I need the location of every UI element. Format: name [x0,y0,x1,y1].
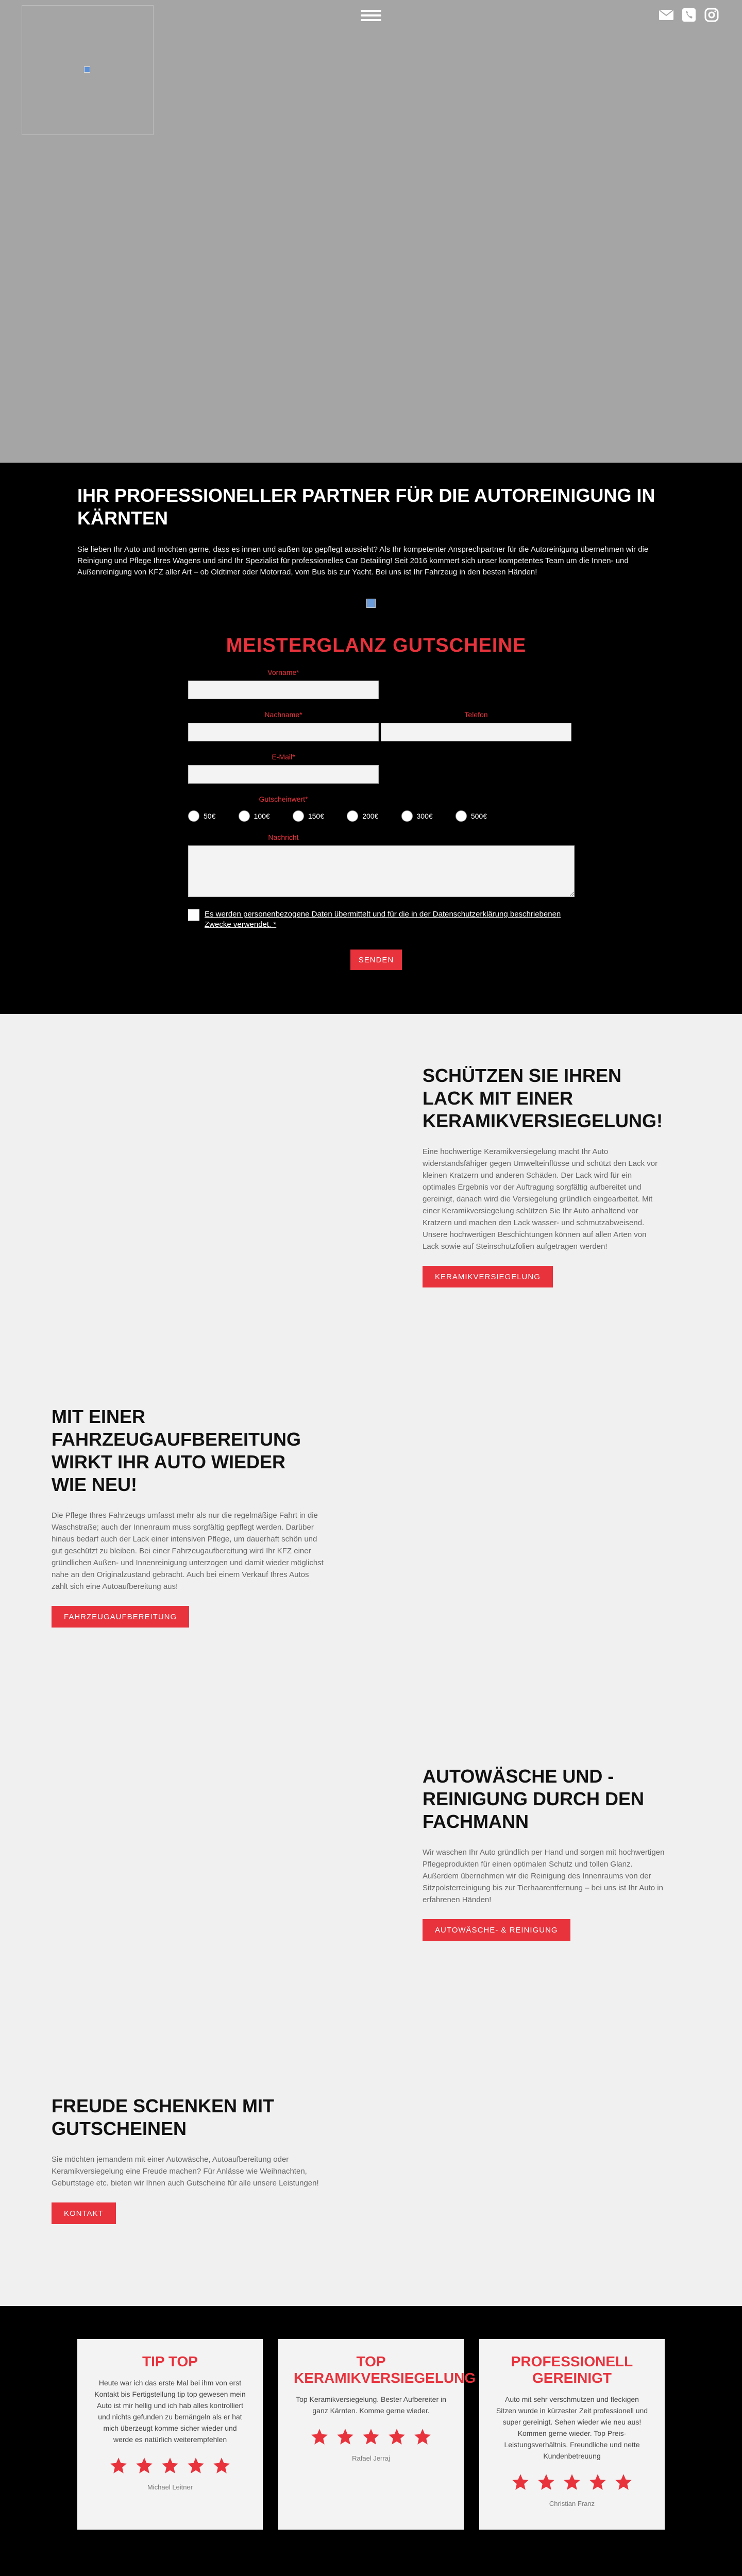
star-icon [413,2428,432,2446]
reviews-section [0,2306,742,2576]
voucher-radio-150[interactable]: 150€ [293,810,324,822]
feature-text: Eine hochwertige Keramikversiegelung macht Ihr Auto widerstandsfähiger gegen Umwelteinflüsse und schützt den Lack vor kleinen Kratzern und anderen Schäden. Der Lack wird für ein optimales Ergebnis vor der Auftragung sorgfältig aufbereitet und gereinigt, danach wird die Versiegelung gründlich eingearbeitet. Mit einer Keramikversiegelung schützen Sie Ihr Auto anhaltend vor Kratzern und machen den Lack wasser- und schmutzabweisend. Unsere hochwertigen Beschichtungen können auf allen Arten von Lack sowie auf Steinschutzfolien aufgetragen werden! [423,1147,658,1251]
email-input[interactable] [188,765,379,784]
feature-gutscheine [52,2095,319,2224]
star-icon [109,2456,128,2475]
header-contact-icons [657,6,720,24]
nachricht-textarea[interactable] [188,845,575,897]
form-title: MEISTERGLANZ GUTSCHEINE [226,635,527,656]
review-text: Auto mit sehr verschmutzen und fleckigen Sitzen wurde in kürzester Zeit professionell und super gereinigt. Sehen wieder wie neu aus! Kommen gerne wieder. Top Preis-Leistungsverhältnis. Freundliche und nette Kundenbetreuung [496,2395,648,2460]
review-card [278,2339,476,2530]
feature-text: Sie möchten jemandem mit einer Autowäsche, Autoaufbereitung oder Keramikversiegelung eine Freude machen? Für Anlässe wie Weihnachten, Geburtstage etc. bieten wir Ihnen auch Gutscheine für alle unsere Leistungen! [52,2155,319,2188]
star-icon [135,2456,154,2475]
image-placeholder-icon [84,66,90,73]
aufbereitung-button[interactable]: FAHRZEUGAUFBEREITUNG [52,1606,189,1628]
kontakt-button[interactable]: KONTAKT [52,2202,116,2224]
nachname-input[interactable] [188,723,379,741]
feature-aufbereitung [52,1405,325,1628]
star-icon [537,2473,555,2492]
review-author: Rafael Jerraj [352,2454,390,2462]
feature-title: MIT EINER FAHRZEUGAUFBEREITUNG WIRKT IHR AUTO WIEDER WIE NEU! [52,1406,301,1495]
logo[interactable] [22,5,154,135]
star-icon [161,2456,179,2475]
intro-section [0,463,742,1014]
star-icon [387,2428,406,2446]
review-title: TIP TOP [142,2353,198,2369]
star-icon [588,2473,607,2492]
feature-title: FREUDE SCHENKEN MIT GUTSCHEINEN [52,2095,275,2139]
review-title: PROFESSIONELL GEREINIGT [511,2353,633,2386]
instagram-icon[interactable] [703,6,720,24]
review-title: TOP KERAMIKVERSIEGELUNG [294,2353,476,2386]
email-label: E-Mail* [272,753,295,761]
star-icon [563,2473,581,2492]
consent-row [188,909,564,930]
star-icon [187,2456,205,2475]
feature-autowaesche [423,1765,665,1941]
star-rating [93,2456,247,2475]
consent-text[interactable]: Es werden personenbezogene Daten übermittelt und für die in der Datenschutzerklärung beschriebenen Zwecke verwendet. * [205,910,561,929]
feature-text: Wir waschen Ihr Auto gründlich per Hand und sorgen mit hochwertigen Pflegeprodukten für einen optimalen Schutz und tollen Glanz. Außerdem übernehmen wir die Reinigung des Innenraums von der Sitzpolsterreinigung bis zur Tierhaarentfernung – bei uns ist Ihr Auto in erfahrenen Händen! [423,1848,665,1904]
star-icon [362,2428,380,2446]
keramik-button[interactable]: KERAMIKVERSIEGELUNG [423,1266,553,1287]
nachname-label: Nachname* [264,710,302,719]
review-card [77,2339,263,2530]
features-section [0,1014,742,2306]
voucher-radio-50[interactable]: 50€ [188,810,215,822]
voucher-radio-500[interactable]: 500€ [456,810,487,822]
star-icon [310,2428,329,2446]
telefon-input[interactable] [381,723,571,741]
voucher-radio-300[interactable]: 300€ [401,810,433,822]
star-icon [212,2456,231,2475]
review-author: Michael Leitner [147,2483,193,2491]
vorname-label: Vorname* [267,668,299,676]
star-rating [495,2473,649,2492]
star-rating [294,2428,448,2446]
feature-title: SCHÜTZEN SIE IHREN LACK MIT EINER KERAMIKVERSIEGELUNG! [423,1065,663,1131]
intro-title: IHR PROFESSIONELLER PARTNER FÜR DIE AUTOREINIGUNG IN KÄRNTEN [77,485,655,529]
image-placeholder-icon [366,599,376,608]
review-text: Heute war ich das erste Mal bei ihm von erst Kontakt bis Fertigstellung tip top gewesen mein Auto ist mir hellig und ich hab alles kontrolliert und nichts gefunden zu bemängeln als er hat mich überzeugt komme sicher wieder und werde es natürlich weiterempfehlen [94,2379,246,2444]
hero-section [0,0,742,463]
feature-title: AUTOWÄSCHE UND -REINIGUNG DURCH DEN FACHMANN [423,1766,645,1832]
voucher-radio-100[interactable]: 100€ [239,810,270,822]
mail-icon[interactable] [657,6,675,24]
review-author: Christian Franz [549,2500,595,2507]
telefon-label: Telefon [464,710,488,719]
star-icon [614,2473,633,2492]
phone-icon[interactable] [680,6,698,24]
voucher-radio-200[interactable]: 200€ [347,810,378,822]
star-icon [511,2473,530,2492]
gutscheinwert-label: Gutscheinwert* [259,795,308,803]
intro-text: Sie lieben Ihr Auto und möchten gerne, dass es innen und außen top gepflegt aussieht? Als Ihr kompetenter Ansprechpartner für die Autoreinigung übernehmen wir die Reinigung und Pflege Ihres Wagens und sind Ihr Spezialist für professionelles Car Detailing! Seit 2016 kommert sich unser kompetentes Team um die Innen- und Außenreinigung von KFZ aller Art – ob Oldtimer oder Motorrad, vom Bus bis zur Yacht. Bei uns ist Ihr Fahrzeug in den besten Händen! [77,545,649,577]
star-icon [336,2428,355,2446]
review-text: Top Keramikversiegelung. Bester Aufbereiter in ganz Kärnten. Komme gerne wieder. [296,2395,446,2415]
voucher-form [178,635,564,970]
consent-checkbox[interactable] [188,909,199,921]
voucher-value-options [188,810,487,822]
menu-icon[interactable] [361,7,381,25]
autowaesche-button[interactable]: AUTOWÄSCHE- & REINIGUNG [423,1919,570,1941]
feature-keramik [423,1064,665,1287]
review-card [479,2339,665,2530]
vorname-input[interactable] [188,681,379,699]
feature-text: Die Pflege Ihres Fahrzeugs umfasst mehr als nur die regelmäßige Fahrt in die Waschstraße; auch der Innenraum muss sorgfältig gepflegt werden. Darüber hinaus bedarf auch der Lack einer intensiven Pflege, um dauerhaft schön und gut geschützt zu bleiben. Bei einer Fahrzeugaufbereitung wird Ihr KFZ einer gründlichen Außen- und Innenreinigung unterzogen und damit wieder möglichst nahe an den Originalzustand gebracht. Auch bei einem Verkauf Ihres Autos zahlt sich eine Autoaufbereitung aus! [52,1511,324,1591]
send-button[interactable]: SENDEN [350,950,402,970]
nachricht-label: Nachricht [268,833,299,841]
